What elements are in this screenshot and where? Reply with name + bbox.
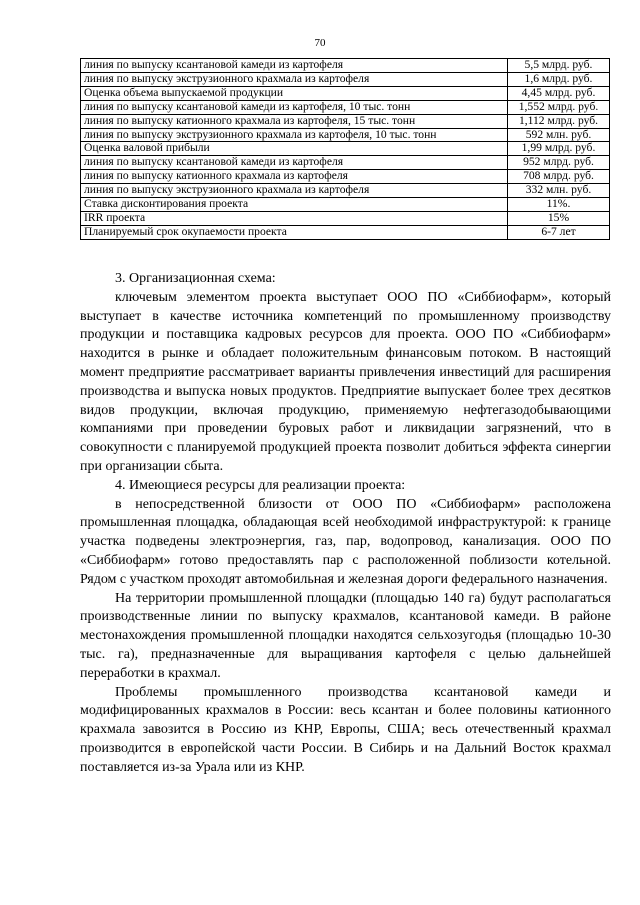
row-value: 1,99 млрд. руб. — [508, 142, 610, 156]
table-row — [81, 128, 610, 142]
table-row — [81, 86, 610, 100]
page-number: 70 — [314, 37, 326, 49]
table-row — [81, 156, 610, 170]
row-label: IRR проекта — [81, 211, 508, 225]
paragraph: в непосредственной близости от ООО ПО «Сиббиофарм» расположена промышленная площадка, обладающая всей необходимой инфраструктурой: к границе участка подведены электроэнергия, газ, пар, водопровод, канализация. ООО ПО «Сиббиофарм» готово предоставлять пар с расположенной поблизости котельной. Рядом с участком проходят автомобильная и железная дороги федерального назначения. — [80, 496, 611, 587]
row-label: линия по выпуску экструзионного крахмала из картофеля, 10 тыс. тонн — [81, 128, 508, 142]
row-label: линия по выпуску катионного крахмала из картофеля, 15 тыс. тонн — [81, 114, 508, 128]
row-label: линия по выпуску катионного крахмала из картофеля — [81, 170, 508, 184]
row-value: 6-7 лет — [508, 225, 610, 239]
table-row — [81, 100, 610, 114]
table-row — [81, 184, 610, 198]
row-value: 952 млрд. руб. — [508, 156, 610, 170]
row-label: Оценка объема выпускаемой продукции — [81, 86, 508, 100]
row-label: линия по выпуску экструзионного крахмала из картофеля — [81, 72, 508, 86]
body-text — [80, 270, 611, 778]
table-row — [81, 225, 610, 239]
row-value: 11%. — [508, 198, 610, 212]
row-label: Планируемый срок окупаемости проекта — [81, 225, 508, 239]
section-heading-available-resources: 4. Имеющиеся ресурсы для реализации проекта: — [115, 477, 406, 493]
project-indicators-table — [80, 58, 610, 240]
table-row — [81, 142, 610, 156]
row-value: 332 млн. руб. — [508, 184, 610, 198]
row-label: линия по выпуску экструзионного крахмала из картофеля — [81, 184, 508, 198]
row-value: 592 млн. руб. — [508, 128, 610, 142]
table-row — [81, 114, 610, 128]
paragraph: Проблемы промышленного производства ксантановой камеди и модифицированных крахмалов в России: весь ксантан и более половины катионного крахмала завозится в Россию из КНР, Европы, США; весь отечественный крахмал производится в европейской части России. В Сибирь и на Дальний Восток крахмал поставляется из-за Урала или из КНР. — [80, 684, 611, 775]
table-row — [81, 72, 610, 86]
table-row — [81, 198, 610, 212]
row-label: линия по выпуску ксантановой камеди из картофеля — [81, 59, 508, 73]
row-value: 1,552 млрд. руб. — [508, 100, 610, 114]
section-heading-organizational-scheme: 3. Организационная схема: — [115, 271, 276, 286]
row-label: Оценка валовой прибыли — [81, 142, 508, 156]
row-value: 1,112 млрд. руб. — [508, 114, 610, 128]
row-value: 4,45 млрд. руб. — [508, 86, 610, 100]
row-label: Ставка дисконтирования проекта — [81, 198, 508, 212]
row-label: линия по выпуску ксантановой камеди из картофеля, 10 тыс. тонн — [81, 100, 508, 114]
row-label: линия по выпуску ксантановой камеди из картофеля — [81, 156, 508, 170]
row-value: 15% — [508, 211, 610, 225]
row-value: 5,5 млрд. руб. — [508, 59, 610, 73]
row-value: 1,6 млрд. руб. — [508, 72, 610, 86]
paragraph: На территории промышленной площадки (площадью 140 га) будут располагаться производственные линии по выпуску крахмалов, ксантановой камеди. В районе местонахождения промышленной площадки находятся сельхозугодья (площадью 10-30 тыс. га), предназначенные для выращивания картофеля с целью дальнейшей переработки в крахмал. — [80, 590, 611, 681]
row-value: 708 млрд. руб. — [508, 170, 610, 184]
table-row — [81, 59, 610, 73]
table-row — [81, 170, 610, 184]
table-row — [81, 211, 610, 225]
paragraph: ключевым элементом проекта выступает ООО ПО «Сиббиофарм», который выступает в качестве источника компетенций по промышленному производству продукции и поставщика кадровых ресурсов для проекта. ООО ПО «Сиббиофарм» находится в рынке и обладает положительным финансовым потоком. В настоящий момент предприятие рассматривает варианты привлечения инвестиций для расширения производства и выпуска новых продуктов. Предприятие выпускает более трех десятков видов продукции, включая продукцию, применяемую нефтегазодобывающими компаниями при проведении буровых работ и ликвидации загрязнений, что в совокупности с планируемой продукцией проекта позволит добиться эффекта синергии при организации сбыта. — [80, 289, 611, 474]
